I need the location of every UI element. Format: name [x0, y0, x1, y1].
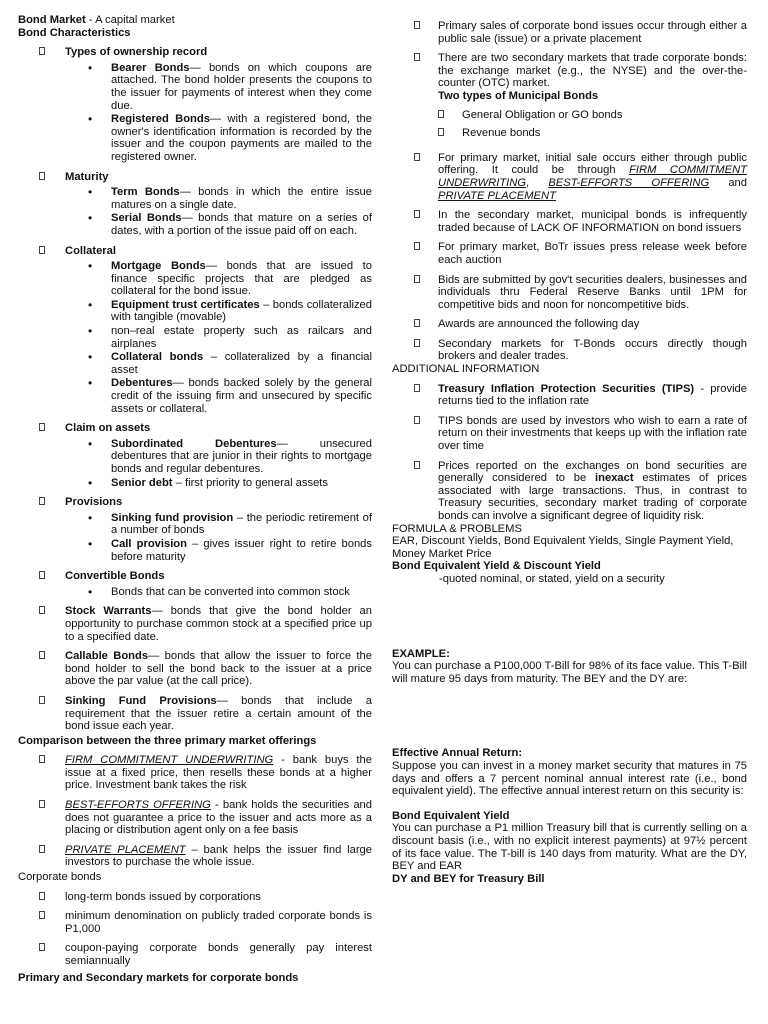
bey-description: -quoted nominal, or stated, yield on a security: [439, 572, 665, 585]
section-title: Collateral: [65, 244, 116, 257]
list-item: Awards are announced the following day: [392, 318, 747, 331]
list-item: There are two secondary markets that trade corporate bonds: the exchange market (e.g., the NYSE) and the over-the-counter (OTC) market.: [392, 52, 747, 90]
example-heading: EXAMPLE:: [392, 647, 450, 660]
section-heading: Bond Characteristics: [18, 26, 131, 39]
checkbox-bullet-icon: [39, 497, 45, 505]
list-item: In the secondary market, municipal bonds is infrequently traded because of LACK OF INFORMATION on bond issuers: [392, 209, 747, 234]
checkbox-bullet-icon: [414, 339, 420, 347]
list-item: BEST-EFFORTS OFFERING - bank holds the securities and does not guarantee a price to the issuer and acts more as a placing or distribution agent only on a fee basis: [18, 799, 372, 837]
bullet-item: • Collateral bonds – collateralized by a financial asset: [18, 351, 372, 376]
list-item: TIPS bonds are used by investors who wish to earn a rate of return on their investments that keeps up with the inflation rate over time: [392, 415, 747, 453]
doc-title: Bond Market - A capital market: [18, 14, 175, 26]
corporate-heading: Corporate bonds: [18, 871, 102, 884]
checkbox-bullet-icon: [414, 21, 420, 29]
bullet-icon: •: [88, 259, 93, 274]
offerings-list: [18, 754, 372, 869]
bullet-item: • Equipment trust certificates – bonds collateralized with tangible (movable): [18, 299, 372, 324]
bullet-item: • Bonds that can be converted into common stock: [18, 586, 372, 599]
treasury-list: [392, 209, 747, 363]
characteristics-list: [18, 46, 372, 598]
list-item: Bids are submitted by gov't securities dealers, businesses and individuals thru Federal Reserve Banks until 1PM for competitive bids and noon for noncompetitive bids.: [392, 274, 747, 312]
bey2-heading: Bond Equivalent Yield: [392, 809, 510, 822]
checkbox-bullet-icon: [39, 892, 45, 900]
checkbox-bullet-icon: [414, 384, 420, 392]
list-item: Primary sales of corporate bond issues occur through either a public sale (issue) or a private placement: [392, 20, 747, 45]
section-title: Maturity: [65, 170, 109, 183]
checkbox-bullet-icon: [39, 845, 45, 853]
bullet-item: • Subordinated Debentures— unsecured debentures that are junior in their rights to mortgage bonds and regular debentures.: [18, 438, 372, 476]
section-item: [18, 496, 372, 509]
section-item: [18, 46, 372, 59]
bullet-item: • Registered Bonds— with a registered bond, the owner's identification information is recorded by the issuer and the coupon payments are mailed to the registered owner.: [18, 113, 372, 163]
section-item: [18, 570, 372, 583]
list-item: Revenue bonds: [392, 127, 747, 140]
list-item: PRIVATE PLACEMENT – bank helps the issuer find large investors to purchase the whole issue.: [18, 844, 372, 869]
checkbox-bullet-icon: [39, 943, 45, 951]
checkbox-bullet-icon: [414, 242, 420, 250]
bullet-item: • Mortgage Bonds— bonds that are issued to finance specific projects that are pledged as collateral for the bond issue.: [18, 260, 372, 298]
checkbox-bullet-icon: [414, 416, 420, 424]
formula-list: EAR, Discount Yields, Bond Equivalent Yields, Single Payment Yield, Money Market Price: [392, 535, 734, 560]
checkbox-bullet-icon: [414, 461, 420, 469]
bullet-item: • non–real estate property such as railcars and airplanes: [18, 325, 372, 350]
formula-heading: FORMULA & PROBLEMS: [392, 522, 522, 535]
bullet-icon: •: [88, 112, 93, 127]
section-item: [18, 245, 372, 258]
checkbox-bullet-icon: [414, 275, 420, 283]
additional-heading: ADDITIONAL INFORMATION: [392, 363, 540, 376]
list-item: For primary market, BoTr issues press release week before each auction: [392, 241, 747, 266]
bullet-icon: •: [88, 211, 93, 226]
ear-heading: Effective Annual Return:: [392, 747, 523, 760]
checkbox-bullet-icon: [39, 47, 45, 55]
bullet-icon: •: [88, 536, 93, 551]
bullet-icon: •: [88, 475, 93, 490]
checkbox-bullet-icon: [414, 210, 420, 218]
section-title: Provisions: [65, 496, 123, 509]
checkbox-bullet-icon: [414, 153, 420, 161]
bullet-icon: •: [88, 60, 93, 75]
section-title: Claim on assets: [65, 422, 151, 435]
bullet-icon: •: [88, 350, 93, 365]
list-item: For primary market, initial sale occurs either through public offering. It could be through FIRM COMMITMENT UNDERWRITING, BEST-EFFORTS OFFERING and PRIVATE PLACEMENT: [392, 152, 747, 202]
checkbox-bullet-icon: [414, 53, 420, 61]
bullet-icon: •: [88, 584, 93, 599]
checkbox-bullet-icon: [39, 696, 45, 704]
list-item: General Obligation or GO bonds: [392, 109, 747, 122]
muni-types-list: [392, 109, 747, 140]
checkbox-bullet-icon: [39, 911, 45, 919]
checkbox-bullet-icon: [39, 755, 45, 763]
corporate-list: [18, 891, 372, 968]
list-item: FIRM COMMITMENT UNDERWRITING - bank buys the issue at a fixed price, then resells these bonds at a higher price. Investment bank takes the risk: [18, 754, 372, 792]
bullet-item: • Call provision – gives issuer right to retire bonds before maturity: [18, 538, 372, 563]
example-text: You can purchase a P100,000 T-Bill for 98% of its face value. This T-Bill will mature 95 days from maturity. The BEY and the DY are:: [392, 660, 747, 685]
section-title: Types of ownership record: [65, 46, 208, 59]
checkbox-bullet-icon: [39, 246, 45, 254]
list-item: Sinking Fund Provisions— bonds that include a requirement that the issuer retire a certain amount of the bond issue each year.: [18, 695, 372, 733]
list-item: minimum denomination on publicly traded corporate bonds is P1,000: [18, 910, 372, 935]
bey-heading: Bond Equivalent Yield & Discount Yield: [392, 560, 601, 573]
bullet-icon: •: [88, 510, 93, 525]
bullet-icon: •: [88, 376, 93, 391]
comparison-heading: Comparison between the three primary market offerings: [18, 734, 317, 747]
list-item: Stock Warrants— bonds that give the bond holder an opportunity to purchase common stock at a specified price up to a specified date.: [18, 605, 372, 643]
list-item: Callable Bonds— bonds that allow the issuer to force the bond holder to sell the bond back to the issuer at a price above the par value (at the call price).: [18, 650, 372, 688]
corporate-market-list: [392, 20, 747, 90]
bullet-item: • Term Bonds— bonds in which the entire issue matures on a single date.: [18, 186, 372, 211]
section-item: [18, 171, 372, 184]
checkbox-bullet-icon: [39, 172, 45, 180]
list-item: Prices reported on the exchanges on bond securities are generally considered to be inexact estimates of prices associated with large transactions. Thus, in contrast to Treasury securities, secondary market trading of corporate bonds can involve a significant degree of liquidity risk.: [392, 460, 747, 523]
checkbox-bullet-icon: [39, 606, 45, 614]
bullet-item: • Serial Bonds— bonds that mature on a series of dates, with a portion of the issue paid off on each.: [18, 212, 372, 237]
muni-heading: Two types of Municipal Bonds: [438, 89, 599, 102]
section-item: [18, 422, 372, 435]
checkbox-bullet-icon: [438, 110, 444, 118]
bey2-text: You can purchase a P1 million Treasury bill that is currently selling on a discount basis (i.e., with no explicit interest payments) at 97½ percent of its face value. The T-bill is 140 days from maturity. What are the DY, BEY and EAR: [392, 822, 747, 873]
section-title: Convertible Bonds: [65, 570, 165, 583]
right-column: [392, 20, 747, 885]
bullet-icon: •: [88, 324, 93, 339]
bullet-item: • Bearer Bonds— bonds on which coupons are attached. The bond holder presents the coupons to the issuer for payments of interest when they come due.: [18, 62, 372, 112]
checkbox-bullet-icon: [39, 423, 45, 431]
checkbox-bullet-icon: [39, 651, 45, 659]
bullet-icon: •: [88, 185, 93, 200]
bullet-icon: •: [88, 436, 93, 451]
ear-text: Suppose you can invest in a money market security that matures in 75 days and offers a 7 percent nominal annual interest rate (i.e., bond equivalent yield). The effective annual interest return on this security is:: [392, 759, 747, 798]
dy-heading: DY and BEY for Treasury Bill: [392, 872, 545, 885]
primary-secondary-heading: Primary and Secondary markets for corporate bonds: [18, 971, 299, 984]
checkbox-bullet-icon: [39, 800, 45, 808]
bullet-item: • Sinking fund provision – the periodic retirement of a number of bonds: [18, 512, 372, 537]
checkbox-bullet-icon: [39, 571, 45, 579]
checkbox-bullet-icon: [414, 319, 420, 327]
checkbox-bullet-icon: [438, 128, 444, 136]
list-item: long-term bonds issued by corporations: [18, 891, 372, 904]
list-item: coupon-paying corporate bonds generally pay interest semiannually: [18, 942, 372, 967]
left-column: [18, 14, 372, 984]
bullet-item: • Senior debt – first priority to general assets: [18, 477, 372, 490]
list-item: Secondary markets for T-Bonds occurs directly though brokers and dealer trades.: [392, 338, 747, 363]
list-item: Treasury Inflation Protection Securities (TIPS) - provide returns tied to the inflation rate: [392, 383, 747, 408]
bullet-icon: •: [88, 297, 93, 312]
bullet-item: • Debentures— bonds backed solely by the general credit of the issuing firm and unsecured by specific assets or collateral.: [18, 377, 372, 415]
